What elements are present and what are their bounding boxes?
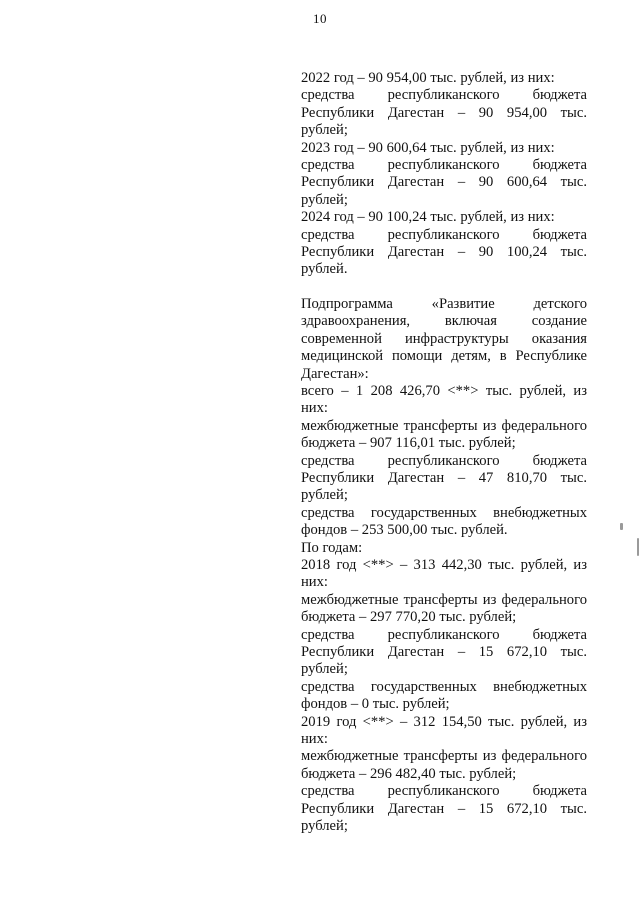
- budget-2022-republican: средства республиканского бюджета Республики Дагестан – 90 954,00 тыс. рублей;: [301, 87, 587, 139]
- subprogram-title: Подпрограмма «Развитие детского здравоохранения, включая создание современной инфраструктуры оказания медицинской помощи детям, в Республике Дагестан»:: [301, 295, 587, 382]
- subprogram-federal: межбюджетные трансферты из федерального бюджета – 907 116,01 тыс. рублей;: [301, 417, 587, 452]
- year-2019-federal: межбюджетные трансферты из федерального бюджета – 296 482,40 тыс. рублей;: [301, 748, 587, 782]
- page-number: 10: [313, 11, 327, 26]
- budget-2023-total: 2023 год – 90 600,64 тыс. рублей, из них:: [301, 139, 555, 156]
- budget-2024-total: 2024 год – 90 100,24 тыс. рублей, из них:: [301, 209, 555, 226]
- year-2018-federal: межбюджетные трансферты из федерального бюджета – 297 770,20 тыс. рублей;: [301, 591, 587, 626]
- year-2018-total: 2018 год <**> – 313 442,30 тыс. рублей, из них:: [301, 556, 587, 591]
- budget-2022-total: 2022 год – 90 954,00 тыс. рублей, из них:: [301, 70, 555, 86]
- by-years-heading: По годам:: [301, 539, 363, 556]
- document-body: [301, 70, 587, 835]
- year-2019-total: 2019 год <**> – 312 154,50 тыс. рублей, из них:: [301, 713, 587, 748]
- year-2019-republican: средства республиканского бюджета Республики Дагестан – 15 672,10 тыс. рублей;: [301, 783, 587, 835]
- paragraph-gap: [301, 279, 587, 296]
- scan-speck: [620, 523, 623, 530]
- budget-2023-republican: средства республиканского бюджета Республики Дагестан – 90 600,64 тыс. рублей;: [301, 157, 587, 208]
- scan-speck: [637, 538, 639, 556]
- year-2018-extrabudgetary: средства государственных внебюджетных фондов – 0 тыс. рублей;: [301, 678, 587, 713]
- budget-2024-republican: средства республиканского бюджета Республики Дагестан – 90 100,24 тыс. рублей.: [301, 226, 587, 278]
- year-2018-republican: средства республиканского бюджета Республики Дагестан – 15 672,10 тыс. рублей;: [301, 626, 587, 678]
- subprogram-republican: средства республиканского бюджета Республики Дагестан – 47 810,70 тыс. рублей;: [301, 452, 587, 504]
- subprogram-extrabudgetary: средства государственных внебюджетных фондов – 253 500,00 тыс. рублей.: [301, 504, 587, 539]
- subprogram-total: всего – 1 208 426,70 <**> тыс. рублей, из них:: [301, 382, 587, 417]
